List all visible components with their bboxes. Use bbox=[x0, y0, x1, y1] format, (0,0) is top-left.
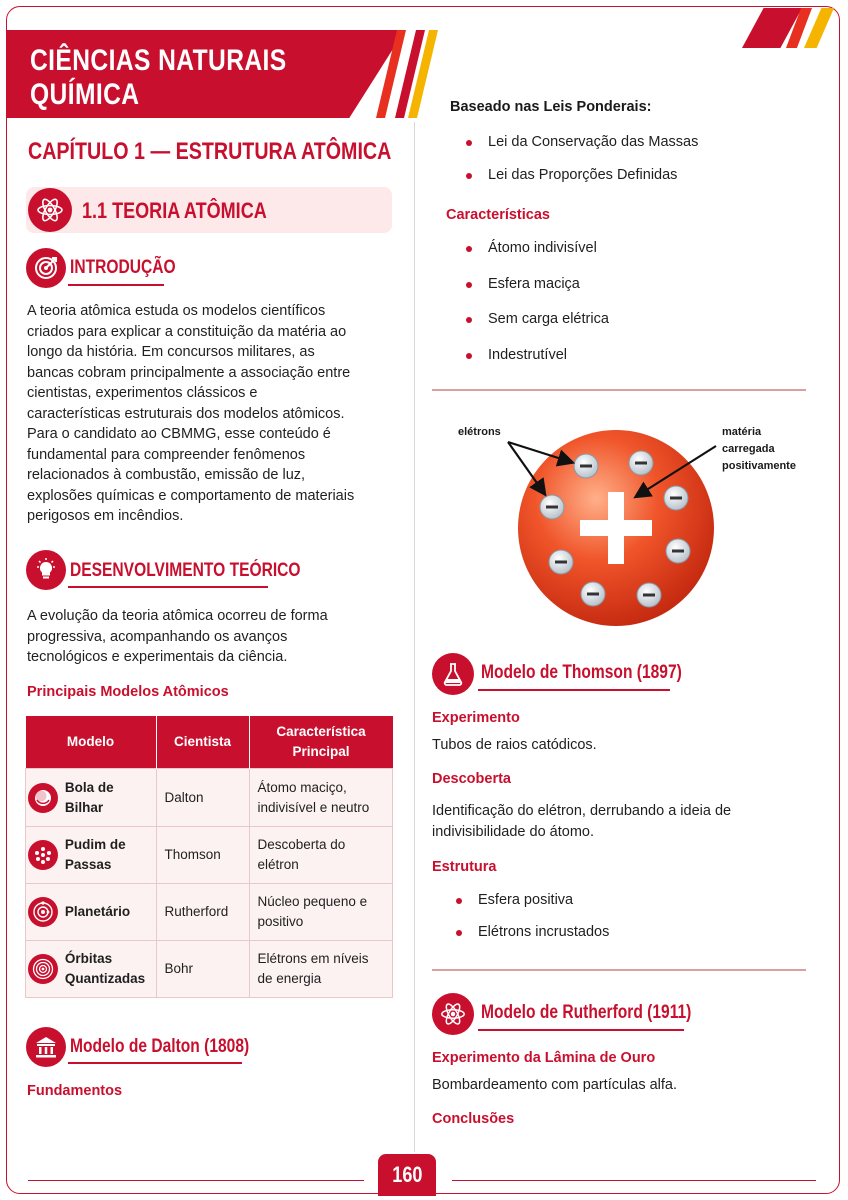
intro-line: A teoria atômica estuda os modelos científicos bbox=[27, 303, 326, 319]
chapter-title: CAPÍTULO 1 — ESTRUTURA ATÔMICA bbox=[28, 138, 392, 165]
section-divider bbox=[432, 389, 806, 391]
intro-line: explosões químicas e comportamento de materiais bbox=[27, 487, 355, 504]
atom-icon bbox=[28, 188, 72, 232]
table-header-row bbox=[26, 716, 393, 769]
intro-line: longo da história. Em concursos militares, as bbox=[27, 344, 315, 360]
electron bbox=[540, 495, 564, 519]
models-table bbox=[25, 716, 393, 998]
electron bbox=[549, 550, 573, 574]
orbits-icon bbox=[28, 954, 58, 984]
table-row bbox=[26, 769, 393, 827]
flask-icon bbox=[432, 653, 474, 695]
list-item: Sem carga elétrica bbox=[460, 311, 609, 347]
table-header-scientist: Cientista bbox=[156, 716, 249, 769]
table-label: Principais Modelos Atômicos bbox=[27, 684, 229, 700]
table-row bbox=[26, 884, 393, 941]
billiard-ball-icon bbox=[28, 783, 58, 813]
electron bbox=[581, 582, 605, 606]
thomson-struct-label: Estrutura bbox=[432, 859, 497, 875]
intro-line: cientistas, experimentos clássicos e bbox=[27, 385, 258, 401]
model-name: Órbitas Quantizadas bbox=[61, 941, 156, 998]
list-item: Átomo indivisível bbox=[460, 240, 609, 276]
list-item: Elétrons incrustados bbox=[450, 924, 609, 956]
characteristics-list bbox=[460, 240, 609, 382]
intro-heading: INTRODUÇÃO bbox=[70, 257, 176, 278]
disc-line: Identificação do elétron, derrubando a ideia de bbox=[432, 803, 732, 819]
intro-line: Para o candidato ao CBMMG, esse conteúdo é bbox=[27, 426, 331, 442]
column-divider bbox=[414, 122, 415, 1152]
thomson-disc-text bbox=[432, 801, 731, 842]
model-name: Planetário bbox=[61, 884, 156, 941]
dev-line: progressiva, acompanhando os avanços bbox=[27, 628, 288, 645]
scientist-name: Rutherford bbox=[156, 884, 249, 941]
intro-line: relacionados à combustão, emissão de luz, bbox=[27, 467, 306, 483]
rutherford-underline bbox=[478, 1029, 684, 1031]
label-line: matéria bbox=[722, 426, 762, 438]
scientist-name: Dalton bbox=[156, 769, 249, 827]
intro-line: criados para explicar a constituição da matéria ao bbox=[27, 323, 347, 340]
rutherford-exp-text: Bombardeamento com partículas alfa. bbox=[432, 1077, 678, 1093]
page-number: 160 bbox=[391, 1162, 423, 1187]
intro-line: características estruturais dos modelos atômicos. bbox=[27, 405, 345, 422]
list-item: Esfera maciça bbox=[460, 276, 609, 312]
fundamentos-label: Fundamentos bbox=[27, 1083, 123, 1099]
arrow bbox=[508, 442, 544, 493]
electron bbox=[629, 451, 653, 475]
label-line: positivamente bbox=[722, 460, 796, 472]
electron bbox=[574, 454, 598, 478]
intro-underline bbox=[68, 284, 164, 286]
electron bbox=[666, 539, 690, 563]
footer-line bbox=[452, 1180, 816, 1181]
table-row bbox=[26, 941, 393, 998]
model-feature: Elétrons em níveis de energia bbox=[249, 941, 393, 998]
rutherford-concl-label: Conclusões bbox=[432, 1111, 515, 1127]
intro-line: bancas cobram principalmente a associação entre bbox=[27, 364, 351, 381]
plus-sign bbox=[608, 492, 624, 564]
scientist-name: Bohr bbox=[156, 941, 249, 998]
intro-line: perigosos em incêndios. bbox=[27, 508, 184, 524]
dev-heading: DESENVOLVIMENTO TEÓRICO bbox=[70, 560, 301, 581]
laws-intro: Baseado nas Leis Ponderais: bbox=[450, 99, 652, 115]
intro-line: fundamental para compreender fenômenos bbox=[27, 446, 306, 463]
header-title-line2: QUÍMICA bbox=[30, 78, 140, 111]
table-header-model: Modelo bbox=[26, 716, 157, 769]
dev-line: A evolução da teoria atômica ocorreu de forma bbox=[27, 608, 328, 624]
disc-line: indivisibilidade do átomo. bbox=[432, 823, 595, 840]
header-title bbox=[30, 44, 343, 112]
plum-pudding-icon bbox=[28, 840, 58, 870]
scientist-name: Thomson bbox=[156, 827, 249, 884]
dev-paragraph bbox=[27, 606, 328, 668]
rutherford-exp-label: Experimento da Lâmina de Ouro bbox=[432, 1050, 656, 1066]
model-name: Bola de Bilhar bbox=[61, 769, 156, 827]
table-header-feature: Característica Principal bbox=[249, 716, 393, 769]
header-title-line1: CIÊNCIAS NATURAIS bbox=[30, 44, 287, 77]
electrons-label: elétrons bbox=[458, 426, 501, 438]
table-row bbox=[26, 827, 393, 884]
atom-icon bbox=[432, 993, 474, 1035]
dev-underline bbox=[68, 586, 268, 588]
planetary-atom-icon bbox=[28, 897, 58, 927]
thomson-exp-text: Tubos de raios catódicos. bbox=[432, 737, 597, 753]
section-title: 1.1 TEORIA ATÔMICA bbox=[82, 198, 267, 223]
characteristics-label: Características bbox=[446, 207, 550, 223]
dalton-underline bbox=[68, 1062, 242, 1064]
section-divider bbox=[432, 969, 806, 971]
thomson-disc-label: Descoberta bbox=[432, 771, 511, 787]
label-line: carregada bbox=[722, 443, 775, 455]
temple-icon bbox=[26, 1027, 66, 1067]
thomson-heading: Modelo de Thomson (1897) bbox=[481, 662, 682, 683]
intro-paragraph bbox=[27, 301, 354, 527]
dalton-heading: Modelo de Dalton (1808) bbox=[70, 1036, 250, 1057]
target-icon bbox=[26, 248, 66, 288]
electron bbox=[664, 486, 688, 510]
list-item: Indestrutível bbox=[460, 347, 609, 383]
lightbulb-icon bbox=[26, 550, 66, 590]
list-item: Esfera positiva bbox=[450, 892, 609, 924]
structure-list bbox=[450, 892, 609, 956]
model-feature: Átomo maciço, indivisível e neutro bbox=[249, 769, 393, 827]
laws-list bbox=[460, 134, 698, 200]
rutherford-heading: Modelo de Rutherford (1911) bbox=[481, 1002, 692, 1023]
dev-line: tecnológicos e experimentais da ciência. bbox=[27, 649, 288, 665]
model-name: Pudim de Passas bbox=[61, 827, 156, 884]
model-feature: Descoberta do elétron bbox=[249, 827, 393, 884]
list-item: Lei das Proporções Definidas bbox=[460, 167, 698, 200]
electron bbox=[637, 583, 661, 607]
thomson-exp-label: Experimento bbox=[432, 710, 520, 726]
thomson-underline bbox=[478, 689, 670, 691]
list-item: Lei da Conservação das Massas bbox=[460, 134, 698, 167]
page-number-tab bbox=[378, 1154, 436, 1196]
model-feature: Núcleo pequeno e positivo bbox=[249, 884, 393, 941]
positive-matter-label bbox=[722, 424, 796, 475]
footer-line bbox=[28, 1180, 364, 1181]
